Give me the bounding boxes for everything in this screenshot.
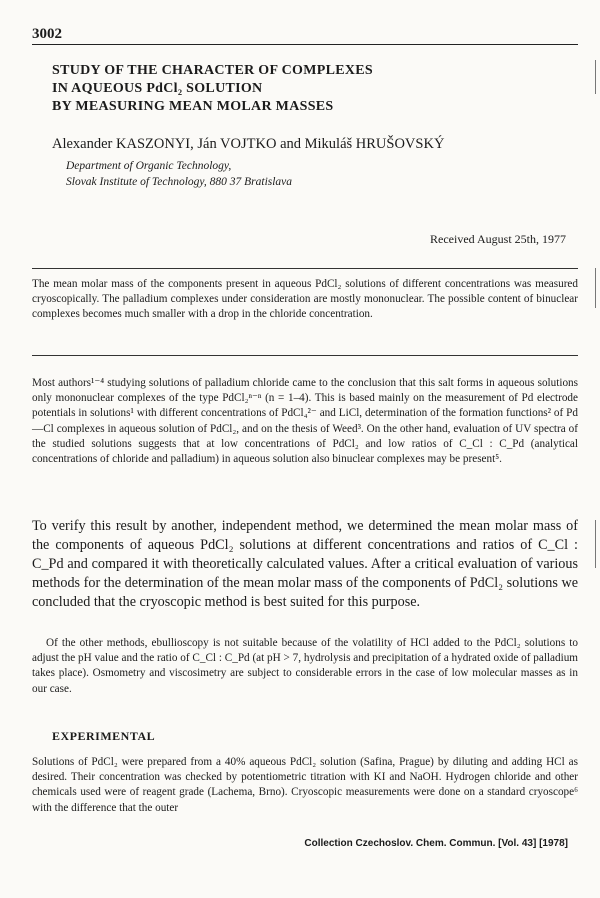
body-paragraph-4: Solutions of PdCl₂ were prepared from a 40% aqueous PdCl₂ solution (Safina, Prague) by diluting and adding HCl as desired. Their concentration was checked by potentiometric titration with KI and NaOH. Hydrogen chloride and other chemicals used were of reagent grade (Lachema, Brno). Cryoscopic measurements were done on a standard cryoscope⁶ with the difference that the outer	[32, 756, 578, 814]
scan-edge-mark	[595, 268, 596, 308]
scan-edge-mark	[595, 60, 596, 94]
affiliation-line: Department of Organic Technology,	[66, 160, 232, 172]
abstract-text: The mean molar mass of the components present in aqueous PdCl₂ solutions of different concentrations was measured cryoscopically. The palladium complexes under consideration are mostly mononuclear. The possible content of binuclear complexes becomes much smaller with a drop in the chloride concentration.	[32, 278, 578, 320]
scan-edge-mark	[595, 520, 596, 568]
abstract-rule-top	[32, 268, 578, 269]
body-paragraph-3: Of the other methods, ebullioscopy is not suitable because of the volatility of HCl added to the PdCl₂ solutions to adjust the pH value and the ratio of C_Cl : C_Pd (at pH > 7, hydrolysis and precipitation of a hydrated oxide of palladium takes place). Osmometry and viscosimetry are subject to considerable errors in the case of low molecular masses as in our case.	[32, 637, 578, 695]
title-line: IN AQUEOUS PdCl₂ SOLUTION	[52, 81, 263, 96]
header-rule	[32, 44, 578, 45]
article-title	[52, 62, 552, 116]
author-list: Alexander KASZONYI, Ján VOJTKO and Mikuláš HRUŠOVSKÝ	[52, 136, 445, 152]
affiliation	[66, 158, 292, 190]
body-paragraph-1: Most authors¹⁻⁴ studying solutions of palladium chloride came to the conclusion that this salt forms in aqueous solutions only mononuclear complexes of the type PdCl₂ⁿ⁻ⁿ (n = 1–4). This is based mainly on the measurement of Pd electrode potentials in solutions¹ with different concentrations of PdCl₄²⁻ and LiCl, determination of the formation functions² of Pd—Cl complexes in aqueous solution of PdCl₂, and on the thesis of Weed³. On the other hand, evaluation of UV spectra of the studied solutions suggests that at low concentrations of PdCl₂ and low ratios of C_Cl : C_Pd (analytical concentrations of chloride and palladium) in aqueous solution also binuclear complexes may be present⁵.	[32, 377, 578, 466]
journal-footer: Collection Czechoslov. Chem. Commun. [Vol. 43] [1978]	[304, 838, 568, 849]
title-line: BY MEASURING MEAN MOLAR MASSES	[52, 99, 334, 114]
received-date: Received August 25th, 1977	[430, 232, 566, 246]
section-heading: EXPERIMENTAL	[52, 729, 156, 743]
body-paragraph-2: To verify this result by another, independent method, we determined the mean molar mass of the components of aqueous PdCl₂ solutions at different concentrations and ratios of C_Cl : C_Pd and compared it with theoretically calculated values. After a critical evaluation of various methods for the determination of the mean molar mass of the components of PdCl₂ solutions we concluded that the cryoscopic method is best suited for this purpose.	[32, 518, 578, 610]
abstract-rule-bottom	[32, 355, 578, 356]
page-number: 3002	[32, 26, 62, 42]
affiliation-line: Slovak Institute of Technology, 880 37 Bratislava	[66, 176, 293, 188]
title-line: STUDY OF THE CHARACTER OF COMPLEXES	[52, 63, 373, 78]
